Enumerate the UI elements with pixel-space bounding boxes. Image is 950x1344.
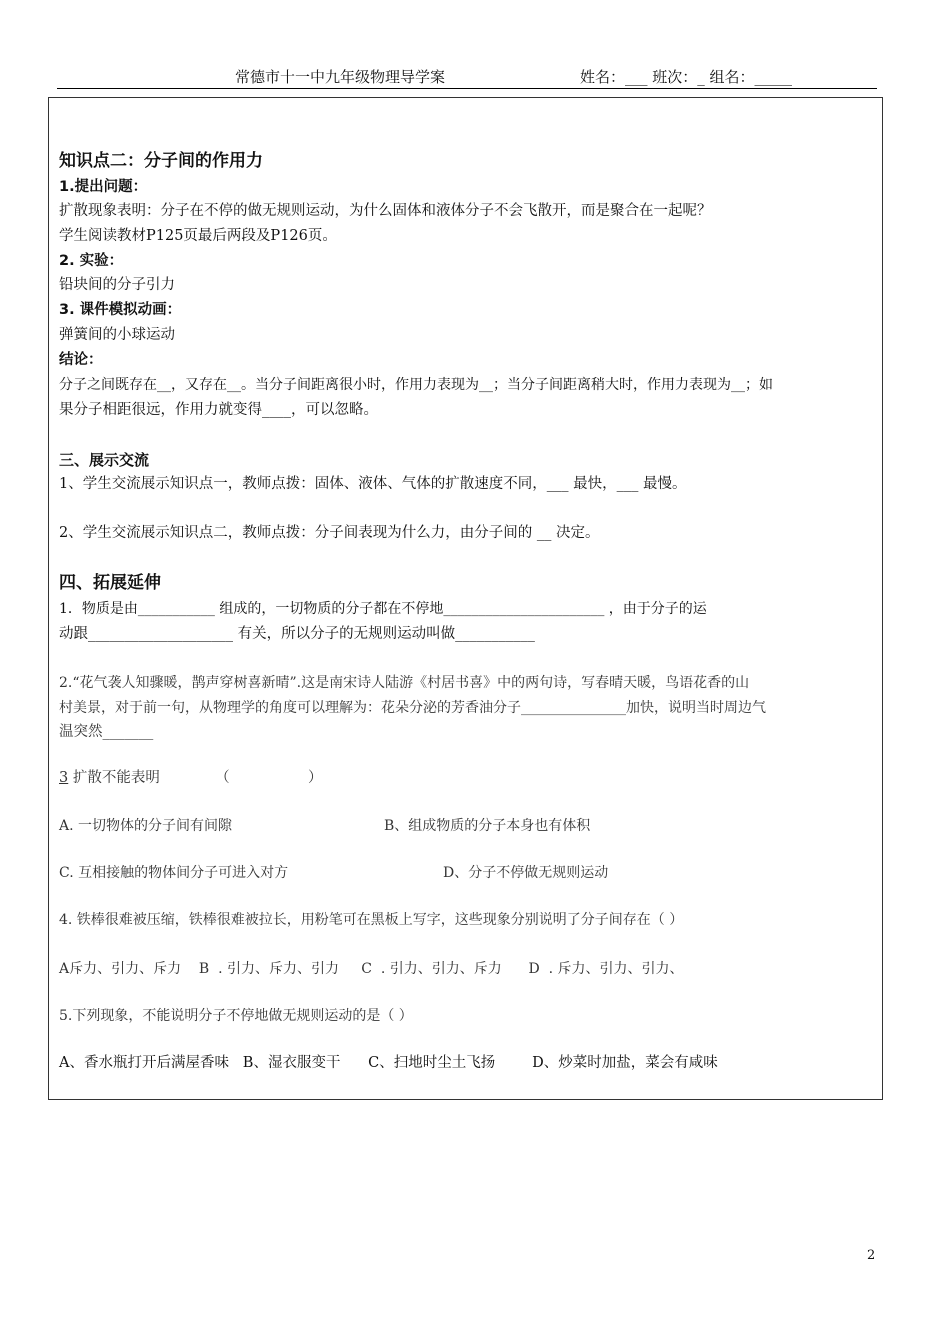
ext-q4-text: 4. 铁棒很难被压缩，铁棒很难被拉长，用粉笔可在黑板上写字，这些现象分别说明了分子间存在（ ） bbox=[59, 912, 684, 928]
q2-title: 2. 实验： bbox=[59, 253, 124, 269]
ext-q3-prompt bbox=[59, 769, 323, 787]
ext-q3-option-d: D、分子不停做无规则运动 bbox=[443, 865, 609, 881]
q1-title: 1.提出问题： bbox=[59, 179, 148, 195]
ext-q1-line-1: 1．物质是由___________ 组成的，一切物质的分子都在不停地_______________________ ，由于分子的运 bbox=[59, 601, 707, 617]
conclusion-title: 结论： bbox=[59, 352, 103, 368]
section3-item-1: 1、学生交流展示知识点一，教师点拨：固体、液体、气体的扩散速度不同，___ 最快，___ 最慢。 bbox=[59, 476, 687, 492]
ext-q5-options: A、香水瓶打开后满屋香味 B、湿衣服变干 C、扫地时尘土飞扬 D、炒菜时加盐，菜会有咸味 bbox=[59, 1055, 718, 1071]
page-header bbox=[57, 66, 877, 89]
ext-q1-line-2: 动跟____________________ 有关，所以分子的无规则运动叫做___________ bbox=[59, 626, 535, 642]
q3-title: 3. 课件模拟动画： bbox=[59, 302, 182, 318]
ext-q2-line-2: 村美景，对于前一句，从物理学的角度可以理解为：花朵分泌的芳香油分子_______________加快，说明当时周边气 bbox=[59, 700, 766, 716]
header-name-class-group-fields: 姓名：___ 班次：_ 组名：_____ bbox=[580, 68, 793, 86]
ext-q3-number: 3 bbox=[59, 770, 69, 786]
section3-heading: 三、展示交流 bbox=[59, 451, 150, 469]
header-title: 常德市十一中九年级物理导学案 bbox=[235, 68, 446, 86]
section3-item-2: 2、学生交流展示知识点二，教师点拨：分子间表现为什么力，由分子间的 __ 决定。 bbox=[59, 525, 600, 541]
q1-text-1: 扩散现象表明：分子在不停的做无规则运动，为什么固体和液体分子不会飞散开，而是聚合在一起呢？ bbox=[59, 203, 712, 219]
ext-q5-text: 5.下列现象，不能说明分子不停地做无规则运动的是（ ） bbox=[59, 1008, 413, 1024]
ext-q2-line-3: 温突然_______ bbox=[59, 724, 154, 740]
ext-q3-option-c: C. 互相接触的物体间分子可进入对方 bbox=[59, 865, 289, 881]
q1-text-2: 学生阅读教材P125页最后两段及P126页。 bbox=[59, 228, 337, 244]
ext-q2-line-1: 2.“花气袭人知骤暖，鹊声穿树喜新晴”.这是南宋诗人陆游《村居书喜》中的两句诗，写春晴天暖，鸟语花香的山 bbox=[59, 675, 750, 691]
section2-heading: 知识点二：分子间的作用力 bbox=[59, 151, 263, 171]
ext-q3-text: 扩散不能表明 （ ） bbox=[68, 770, 323, 786]
content-frame bbox=[48, 97, 883, 1100]
ext-q3-option-b: B、组成物质的分子本身也有体积 bbox=[384, 818, 591, 834]
conclusion-line-2: 果分子相距很远，作用力就变得____，可以忽略。 bbox=[59, 402, 378, 418]
q3-text: 弹簧间的小球运动 bbox=[59, 327, 175, 343]
ext-q3-option-a: A. 一切物体的分子间有间隙 bbox=[59, 818, 233, 834]
page-number: 2 bbox=[867, 1248, 876, 1263]
section4-heading: 四、拓展延伸 bbox=[59, 573, 161, 593]
conclusion-line-1: 分子之间既存在__，又存在__。当分子间距离很小时，作用力表现为__；当分子间距离稍大时，作用力表现为__；如 bbox=[59, 377, 773, 393]
q2-text: 铅块间的分子引力 bbox=[59, 277, 175, 293]
ext-q4-options: A斥力、引力、斥力 B . 引力、斥力、引力 C . 引力、引力、斥力 D . 斥力、引力、引力、 bbox=[59, 961, 684, 977]
